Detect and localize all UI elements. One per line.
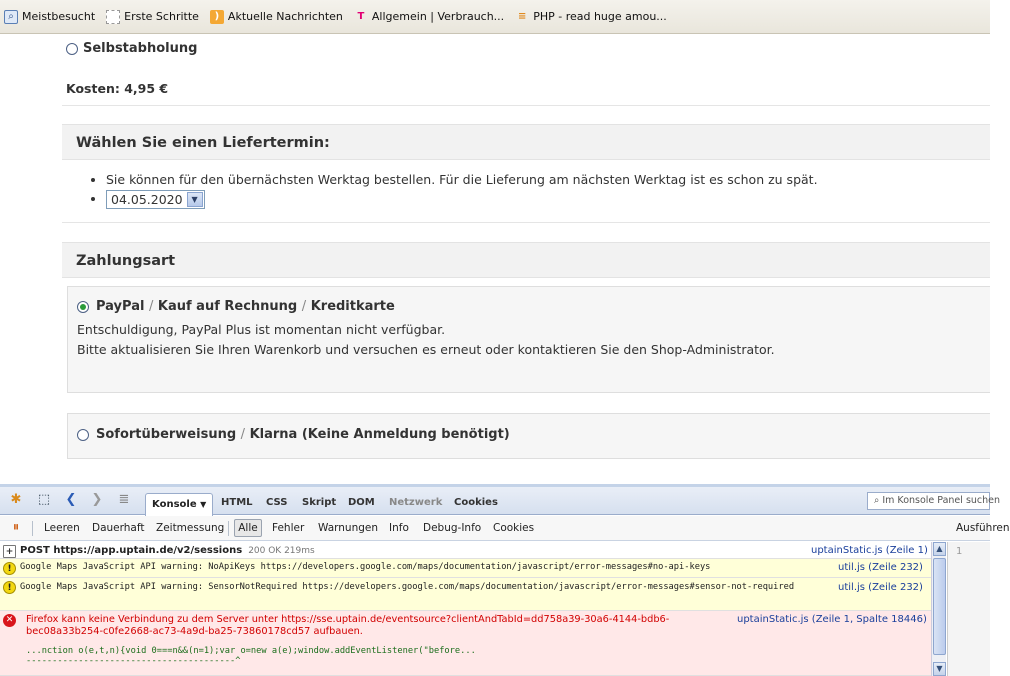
paypal-error-line1: Entschuldigung, PayPal Plus ist momentan nicht verfügbar. (77, 322, 446, 337)
error-code-snippet (26, 646, 476, 666)
chevron-down-icon[interactable]: ▼ (200, 500, 207, 509)
delivery-date-value: • 04.05.2020 (111, 192, 183, 207)
command-editor-panel[interactable] (947, 542, 990, 676)
bookmark-erste-schritte[interactable] (106, 10, 199, 24)
shipping-option-pickup[interactable] (66, 41, 197, 56)
source-link[interactable]: util.js (Zeile 232) (838, 582, 923, 593)
console-scrollbar[interactable] (931, 542, 946, 676)
run-button[interactable]: Ausführen (956, 522, 1010, 534)
separator: / (240, 427, 246, 442)
paypal-option-label[interactable] (77, 299, 990, 314)
scroll-thumb[interactable] (933, 558, 946, 655)
request-status: 200 OK 219ms (248, 546, 315, 556)
shipping-cost: Kosten: 4,95 € (66, 81, 169, 96)
warning-icon: ! (3, 581, 16, 594)
tab-html[interactable]: HTML (221, 497, 253, 508)
delivery-date-item (106, 189, 990, 209)
clear-button[interactable]: Leeren (44, 522, 80, 534)
bookmark-label: Meistbesucht (22, 10, 96, 23)
console-search-input[interactable] (867, 492, 1001, 510)
firebug-panel (0, 484, 1010, 673)
filter-cookies-button[interactable]: Cookies (493, 522, 535, 534)
delivery-date-select[interactable] (106, 190, 205, 209)
tab-cookies[interactable]: Cookies (454, 497, 498, 508)
request-text (20, 545, 315, 556)
filter-info-button[interactable]: Info (389, 522, 409, 534)
stackoverflow-icon: ≡ (517, 11, 527, 22)
code-pointer: ----------------------------------------^ (26, 656, 241, 666)
profile-button[interactable]: Zeitmessung (156, 522, 225, 534)
scroll-up-icon[interactable]: ▲ (933, 542, 946, 556)
bookmark-label: PHP - read huge amou... (533, 10, 667, 23)
paypal-error-line2: Bitte aktualisieren Sie Ihren Warenkorb und versuchen es erneut oder kontaktieren Sie den Shop-Administrator. (77, 342, 775, 357)
separator: / (301, 299, 307, 314)
paypal-name: PayPal (96, 299, 145, 314)
delivery-heading: Wählen Sie einen Liefertermin: (62, 124, 990, 160)
inspect-icon[interactable]: ⬚ (37, 492, 51, 507)
scroll-down-icon[interactable]: ▼ (933, 662, 946, 676)
search-placeholder: Im Konsole Panel suchen (882, 495, 1001, 506)
back-icon[interactable]: ❮ (65, 492, 77, 507)
separator: / (148, 299, 154, 314)
divider (62, 105, 990, 106)
persist-button[interactable]: Dauerhaft (92, 522, 145, 534)
forward-icon[interactable]: ❯ (91, 492, 103, 507)
klarna-name: Klarna (Keine Anmeldung benötigt) (249, 427, 510, 442)
firebug-tabbar (0, 487, 1001, 515)
warning-icon: ! (3, 562, 16, 575)
bookmarks-toolbar (0, 0, 990, 34)
chevron-down-icon[interactable]: ▼ (187, 192, 203, 207)
source-link[interactable]: uptainStatic.js (Zeile 1) (811, 545, 928, 556)
sofort-name: Sofortüberweisung (96, 427, 237, 442)
bookmark-allgemein[interactable] (354, 10, 504, 24)
invoice-name: Kauf auf Rechnung (157, 299, 298, 314)
filter-all-button[interactable]: Alle (234, 519, 262, 537)
paypal-radio[interactable] (77, 301, 89, 313)
telekom-icon: T (357, 11, 365, 22)
code-line: ...nction o(e,t,n){void 0===n&&(n=1);var o=new a(e);window.addEventListener("before... (26, 646, 476, 656)
tab-konsole[interactable] (145, 493, 213, 516)
rss-icon: ) (210, 10, 224, 24)
divider (228, 521, 229, 536)
pickup-label: Selbstabholung (83, 41, 198, 56)
sofort-radio[interactable] (77, 429, 89, 441)
tab-dom[interactable]: DOM (348, 497, 375, 508)
bookmark-label: Erste Schritte (124, 10, 199, 23)
command-editor-icon[interactable]: ≣ (118, 492, 130, 507)
error-text: Firefox kann keine Verbindung zu dem Server unter https://sse.uptain.de/eventsource?clientAndTabId=dd758a39-30a6-4144-bdb6-bec08a33b254-c0fe2668-ac73-4a9d-ba25-73860178cd57 aufbauen. (26, 614, 670, 637)
page-icon (106, 10, 120, 24)
filter-errors-button[interactable]: Fehler (272, 522, 305, 534)
bookmark-php-read[interactable] (515, 10, 667, 24)
filter-warnings-button[interactable]: Warnungen (318, 522, 379, 534)
bookmark-label: Allgemein | Verbrauch... (371, 10, 505, 23)
bookmark-label: Aktuelle Nachrichten (227, 10, 343, 23)
creditcard-name: Kreditkarte (310, 299, 395, 314)
tab-skript[interactable]: Skript (302, 497, 337, 508)
payment-heading: Zahlungsart (62, 242, 990, 278)
bookmark-meistbesucht[interactable] (4, 10, 95, 24)
line-number: 1 (956, 546, 963, 557)
filter-debug-button[interactable]: Debug-Info (423, 522, 482, 534)
log-row-request[interactable] (0, 542, 931, 559)
log-row-warning (0, 559, 931, 578)
pause-icon[interactable]: ⏸ (12, 520, 20, 535)
checkout-page (0, 35, 990, 485)
tab-css[interactable]: CSS (266, 497, 288, 508)
payment-option-sofort[interactable] (67, 413, 990, 459)
error-icon: ✕ (3, 614, 16, 627)
pickup-radio[interactable] (66, 43, 78, 55)
source-link[interactable]: uptainStatic.js (Zeile 1, Spalte 18446) (737, 614, 927, 625)
delivery-note: • Sie können für den übernächsten Werktag bestellen. Für die Lieferung am nächsten Werktag ist es schon zu spät. (106, 170, 990, 189)
tab-netzwerk[interactable]: Netzwerk (389, 497, 443, 508)
expand-icon[interactable]: + (3, 545, 16, 558)
bookmark-aktuelle-nachrichten[interactable] (210, 10, 343, 24)
warning-text: Google Maps JavaScript API warning: SensorNotRequired https://developers.google.com/maps/documentation/javascript/error-messages#sensor-not-required (20, 582, 795, 592)
log-row-error (0, 611, 931, 676)
console-toolbar (0, 516, 1010, 541)
search-icon: ⌕ (4, 10, 18, 24)
delivery-panel (62, 161, 990, 223)
request-url: POST https://app.uptain.de/v2/sessions (20, 545, 243, 556)
console-log (0, 542, 931, 676)
log-row-warning (0, 578, 931, 611)
source-link[interactable]: util.js (Zeile 232) (838, 562, 923, 573)
payment-option-paypal[interactable] (67, 286, 990, 393)
divider (32, 521, 33, 536)
firebug-icon[interactable]: ✱ (10, 492, 22, 507)
tab-konsole-label: Konsole (152, 499, 197, 510)
search-icon: ⌕ (874, 495, 880, 506)
warning-text: Google Maps JavaScript API warning: NoApiKeys https://developers.google.com/maps/documentation/javascript/error-messages#no-api-keys (20, 562, 711, 572)
